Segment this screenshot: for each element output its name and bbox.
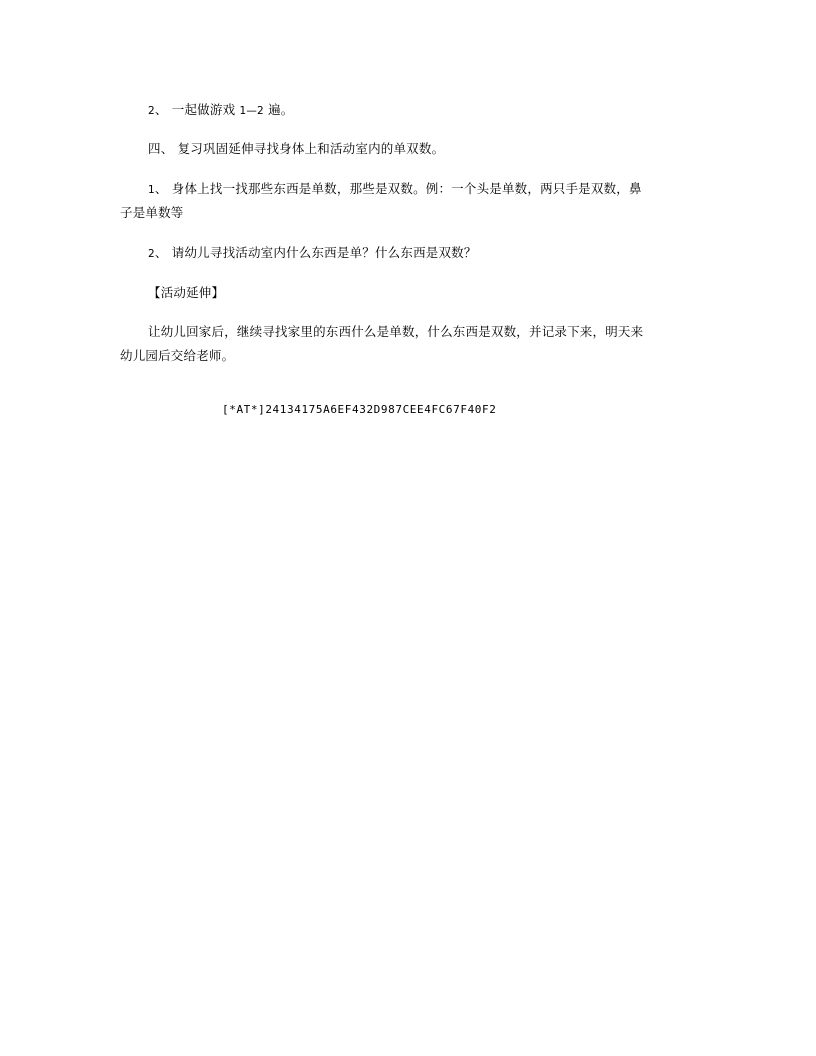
sub-item-number: 2: [148, 248, 155, 260]
sub-item-1-line-1: [148, 177, 642, 202]
repeat-range: 1—2: [239, 105, 264, 117]
item-number: 2: [148, 105, 155, 117]
item-text-end: 遍。: [263, 102, 294, 117]
sub-item-number: 1: [148, 184, 155, 196]
sub-item-2: [148, 241, 477, 266]
sub-item-1-line-2: 子是单数等: [120, 205, 184, 220]
sub-item-text: 、 请幼儿寻找活动室内什么东西是单？什么东西是双数？: [154, 245, 477, 260]
extension-heading: 【活动延伸】: [148, 285, 225, 300]
extension-paragraph-line-2: 幼儿园后交给老师。: [120, 348, 235, 363]
document-code-line: [*AT*]24134175A6EF432D987CEE4FC67F40F2: [222, 403, 497, 416]
item-text: 、 一起做游戏: [154, 102, 240, 117]
sub-item-text: 、 身体上找一找那些东西是单数，那些是双数。例：一个头是单数，两只手是双数，鼻: [154, 181, 642, 196]
section-4-heading: 四、 复习巩固延伸寻找身体上和活动室内的单双数。: [148, 141, 445, 156]
extension-paragraph-line-1: 让幼儿回家后，继续寻找家里的东西什么是单数，什么东西是双数，并记录下来，明天来: [148, 324, 644, 339]
activity-item-2: [148, 98, 294, 123]
